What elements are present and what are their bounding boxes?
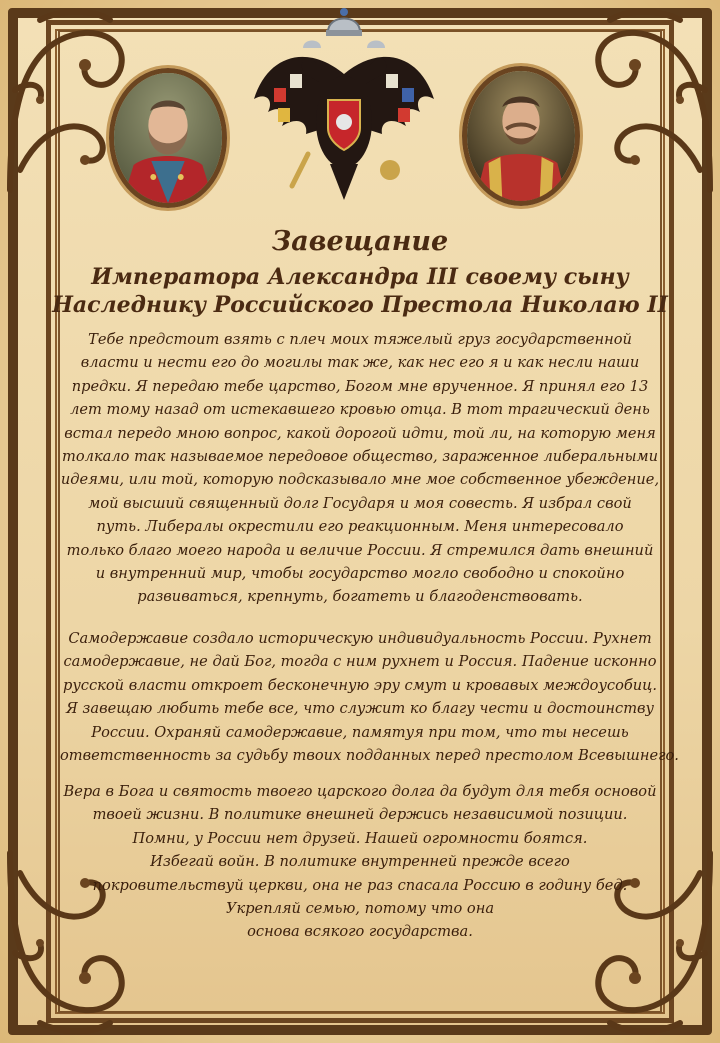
text-line: Помни, у России нет друзей. Нашей огромности боятся. <box>132 829 588 847</box>
text-line: основа всякого государства. <box>247 923 473 941</box>
double-headed-eagle-emblem <box>248 4 440 208</box>
text-line: Избегай войн. В политике внутренней прежде всего <box>150 853 570 871</box>
portrait-nicholas-ii <box>462 66 580 206</box>
text-line: только благо моего народа и величие России. Я стремился дать внешний <box>66 541 654 559</box>
text-line: Вера в Бога и святость твоего царского долга да будут для тебя основой <box>63 783 657 800</box>
text-line: мой высший священный долг Государя и моя совесть. Я избрал свой <box>88 494 632 512</box>
text-line: ответственность за судьбу твоих подданных перед престолом Всевышнего. <box>60 747 679 765</box>
text-line: Тебе предстоит взять с плеч моих тяжелый груз государственной <box>88 331 632 348</box>
text-line: Я завещаю любить тебе все, что служит ко благу чести и достоинству <box>66 700 654 718</box>
document-subtitle-line-1: Императора Александра III своему сыну <box>91 264 629 290</box>
text-line: встал передо мною вопрос, какой дорогой идти, той ли, на которую меня <box>64 424 656 442</box>
text-line: России. Охраняй самодержавие, памятуя при том, что ты несешь <box>91 723 629 741</box>
text-line: и внутренний мир, чтобы государство могло свободно и спокойно <box>95 565 625 583</box>
text-line: развиваться, крепнуть, богатеть и благоденствовать. <box>137 588 583 606</box>
text-line: предки. Я передаю тебе царство, Богом мне врученное. Я принял его 13 <box>71 377 649 395</box>
paragraph-3 <box>60 780 660 944</box>
text-line: толкало так называемое передовое общество, зараженное либеральными <box>62 448 658 466</box>
text-line: Самодержавие создало историческую индивидуальность России. Рухнет <box>68 630 652 647</box>
document-title: Завещание <box>271 226 449 257</box>
text-line: Укрепляй семью, потому что она <box>225 900 495 918</box>
text-line: лет тому назад от истекавшего кровью отца. В тот трагический день <box>70 401 650 419</box>
text-line: путь. Либералы окрестили его реакционным. Меня интересовало <box>96 518 624 536</box>
text-line: покровительствуй церкви, она не раз спасала Россию в годину бед. <box>92 876 628 894</box>
text-line: власти и нести его до могилы так же, как нес его я и как несли наши <box>80 354 640 372</box>
paragraph-2 <box>60 627 679 767</box>
document-subtitle-line-2: Наследнику Российского Престола Николаю II <box>52 292 668 318</box>
paragraph-1 <box>60 328 660 609</box>
ornament-corner-top-right <box>570 0 720 200</box>
portrait-alexander-iii <box>109 68 227 208</box>
text-line: твоей жизни. В политике внешней держись независимой позиции. <box>92 806 628 824</box>
text-line: русской власти откроет бесконечную эру смут и кровавых междоусобиц. <box>63 676 657 694</box>
text-line: самодержавие, не дай Бог, тогда с ним рухнет и Россия. Падение исконно <box>63 653 657 671</box>
text-line: идеями, или той, которую подсказывало мне мое собственное убеждение, <box>60 471 660 489</box>
